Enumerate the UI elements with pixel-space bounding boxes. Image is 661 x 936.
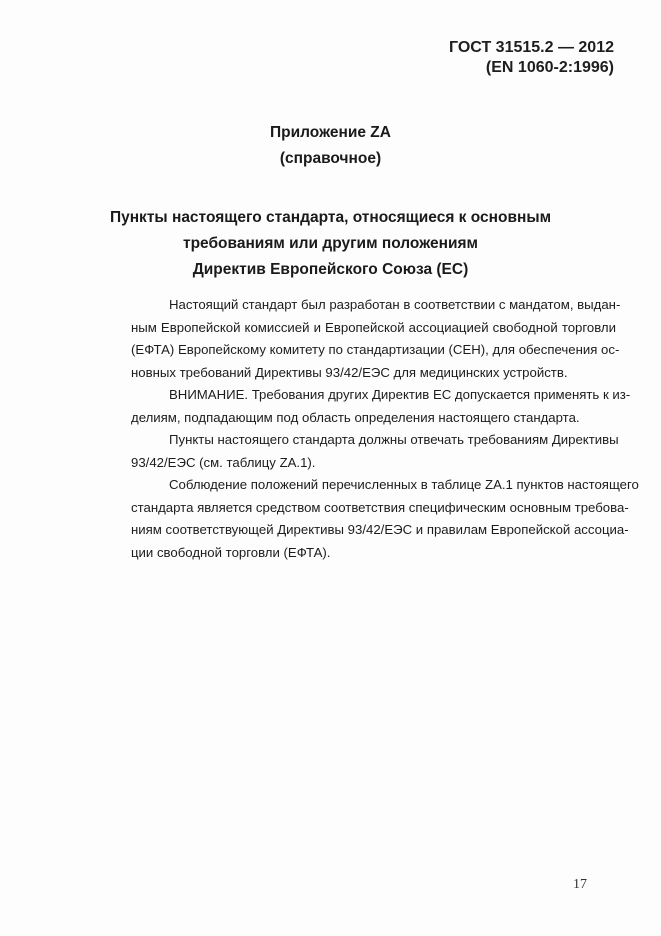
text-line: делиям, подпадающим под область определения настоящего стандарта.	[131, 409, 580, 425]
document-header	[449, 38, 614, 78]
text-line: новных требований Директивы 93/42/ЕЭС для медицинских устройств.	[131, 364, 568, 380]
paragraph-requirements	[93, 429, 619, 474]
text-line: ниям соответствующей Директивы 93/42/ЕЭС и правилам Европейской ассоциа-	[131, 522, 629, 537]
text-line: (ЕФТА) Европейскому комитету по стандартизации (СЕН), для обеспечения ос-	[131, 342, 620, 357]
standard-number: ГОСТ 31515.2 — 2012	[449, 39, 614, 56]
paragraph-mandate	[93, 294, 621, 384]
text-line: стандарта является средством соответствия специфическим основным требова-	[131, 499, 629, 515]
paragraph-warning	[93, 384, 631, 429]
section-title-line: Пункты настоящего стандарта, относящиеся к основным	[109, 209, 552, 226]
text-line: ции свободной торговли (ЕФТА).	[131, 544, 331, 560]
text-line: Пункты настоящего стандарта должны отвечать требованиям Директивы	[169, 432, 619, 447]
text-line: ВНИМАНИЕ. Требования других Директив ЕС допускается применять к из-	[169, 387, 631, 402]
text-line: Настоящий стандарт был разработан в соответствии с мандатом, выдан-	[169, 297, 621, 312]
appendix-subtitle: (справочное)	[279, 150, 382, 167]
equivalent-standard: (EN 1060-2:1996)	[485, 59, 614, 76]
page-number: 17	[573, 877, 587, 892]
appendix-title: Приложение ZA	[270, 124, 391, 141]
text-line: 93/42/ЕЭС (см. таблицу ZA.1).	[131, 454, 316, 470]
section-title-line: Директив Европейского Союза (ЕС)	[192, 261, 469, 278]
body-text	[93, 294, 639, 564]
section-title	[60, 205, 601, 283]
section-title-line: требованиям или другим положениям	[182, 235, 478, 252]
text-line: Соблюдение положений перечисленных в таблице ZA.1 пунктов настоящего	[169, 477, 639, 492]
text-line: ным Европейской комиссией и Европейской ассоциацией свободной торговли	[131, 319, 616, 335]
paragraph-compliance	[93, 474, 639, 564]
